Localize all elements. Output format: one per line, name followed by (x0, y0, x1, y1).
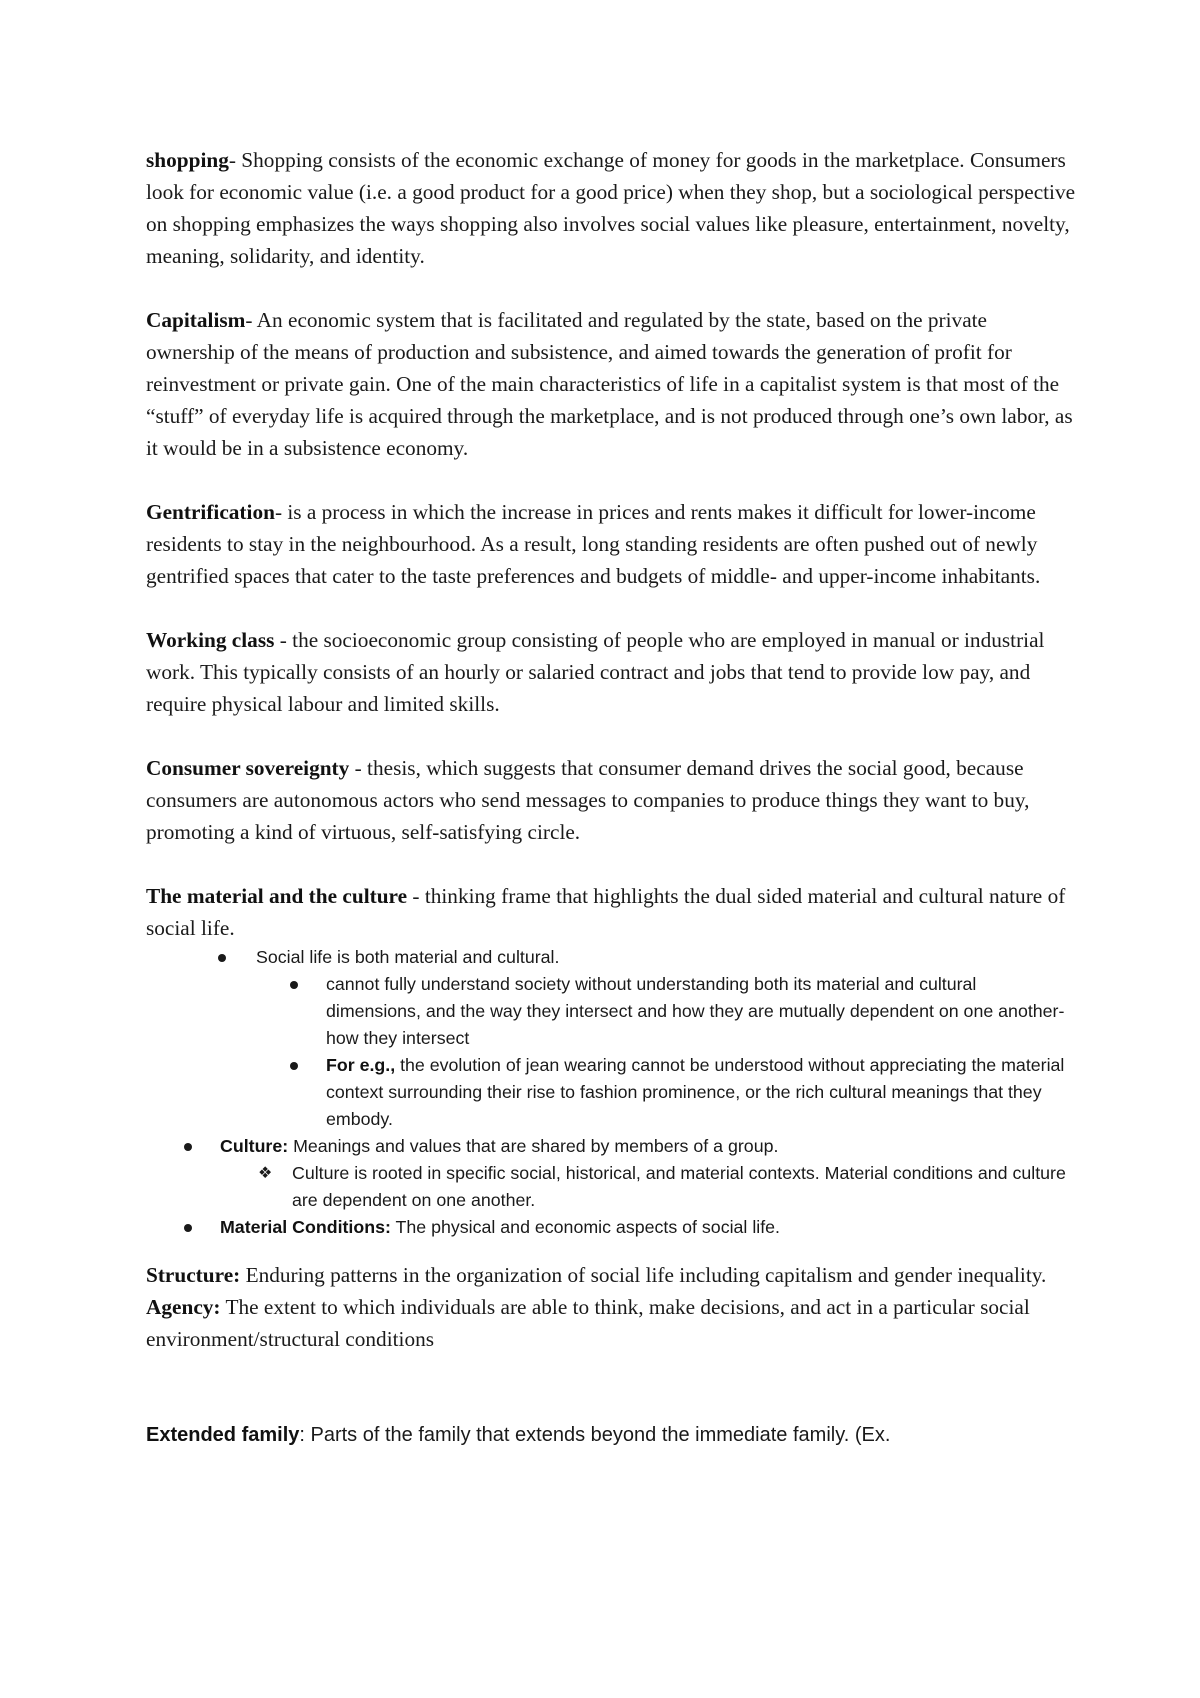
definition-text: - thinking frame that highlights the dual sided material and cultural nature of social life. (146, 884, 1066, 940)
list-item (146, 1133, 1076, 1160)
list-item-term: Material Conditions: (220, 1217, 391, 1237)
definition-gentrification (146, 496, 1076, 592)
bullet-list (146, 944, 1076, 1241)
definition-working-class (146, 624, 1076, 720)
term-label: Gentrification (146, 500, 275, 524)
bullet-dot-icon (218, 954, 226, 962)
term-label: Consumer sovereignty (146, 756, 350, 780)
list-item-text: Meanings and values that are shared by members of a group. (288, 1136, 779, 1156)
list-item (146, 1214, 1076, 1241)
definition-text: - thesis, which suggests that consumer demand drives the social good, because consumers are autonomous actors who send messages to companies to produce things they want to buy, promoting a kind of virtuous, self-satisfying circle. (146, 756, 1030, 844)
bullet-dot-icon (184, 1143, 192, 1151)
list-item-text: Culture is rooted in specific social, historical, and material contexts. Material conditions and culture are dependent on one another. (292, 1163, 1066, 1210)
list-item-text: cannot fully understand society without understanding both its material and cultural dimensions, and the way they intersect and how they are mutually dependent on one another- how they intersect (326, 974, 1065, 1048)
term-label: shopping (146, 148, 229, 172)
definition-shopping (146, 144, 1076, 272)
list-item-text: The physical and economic aspects of social life. (390, 1217, 780, 1237)
bullet-dot-icon (290, 1062, 298, 1070)
definition-text: - An economic system that is facilitated and regulated by the state, based on the private ownership of the means of production and subsistence, and aimed towards the generation of profit for reinvestment or private gain. One of the main characteristics of life in a capitalist system is that most of the “stuff” of everyday life is acquired through the marketplace, and is not produced through one’s own labor, as it would be in a subsistence economy. (146, 308, 1073, 460)
term-label: Capitalism (146, 308, 246, 332)
term-label: Structure: (146, 1263, 241, 1287)
definition-text: - is a process in which the increase in prices and rents makes it difficult for lower-income residents to stay in the neighbourhood. As a result, long standing residents are often pushed out of newly gentrified spaces that cater to the taste preferences and budgets of middle- and upper-income inhabitants. (146, 500, 1041, 588)
term-label: The material and the culture (146, 884, 408, 908)
definition-text: The extent to which individuals are able to think, make decisions, and act in a particular social environment/structural conditions (146, 1295, 1030, 1351)
definition-text: : Parts of the family that extends beyond the immediate family. (Ex. (299, 1424, 891, 1446)
bullet-dot-icon (184, 1224, 192, 1232)
term-label: Working class (146, 628, 275, 652)
document-content (146, 144, 1076, 1451)
list-item-term: For e.g., (326, 1055, 396, 1075)
definition-material-culture (146, 880, 1076, 944)
definition-consumer-sovereignty (146, 752, 1076, 848)
term-label: Extended family (146, 1424, 300, 1446)
definition-agency (146, 1291, 1076, 1355)
bullet-dot-icon (290, 981, 298, 989)
definition-text: Enduring patterns in the organization of social life including capitalism and gender inequality. (240, 1263, 1047, 1287)
definition-structure (146, 1259, 1076, 1291)
list-item (146, 944, 1076, 971)
definition-capitalism (146, 304, 1076, 464)
definition-text: - the socioeconomic group consisting of people who are employed in manual or industrial work. This typically consists of an hourly or salaried contract and jobs that tend to provide low pay, and require physical labour and limited skills. (146, 628, 1045, 716)
list-item (146, 971, 1076, 1052)
list-item-term: Culture: (220, 1136, 289, 1156)
definition-text: - Shopping consists of the economic exchange of money for goods in the marketplace. Consumers look for economic value (i.e. a good product for a good price) when they shop, but a sociological perspective on shopping emphasizes the ways shopping also involves social values like pleasure, entertainment, novelty, meaning, solidarity, and identity. (146, 148, 1076, 268)
list-item-text: the evolution of jean wearing cannot be understood without appreciating the material context surrounding their rise to fashion prominence, or the rich cultural meanings that they embody. (326, 1055, 1065, 1129)
definition-extended-family (146, 1419, 1076, 1451)
list-item-text: Social life is both material and cultural. (256, 947, 560, 967)
diamond-bullet-icon: ❖ (258, 1165, 273, 1182)
list-item (146, 1052, 1076, 1133)
list-item (146, 1160, 1076, 1214)
term-label: Agency: (146, 1295, 221, 1319)
